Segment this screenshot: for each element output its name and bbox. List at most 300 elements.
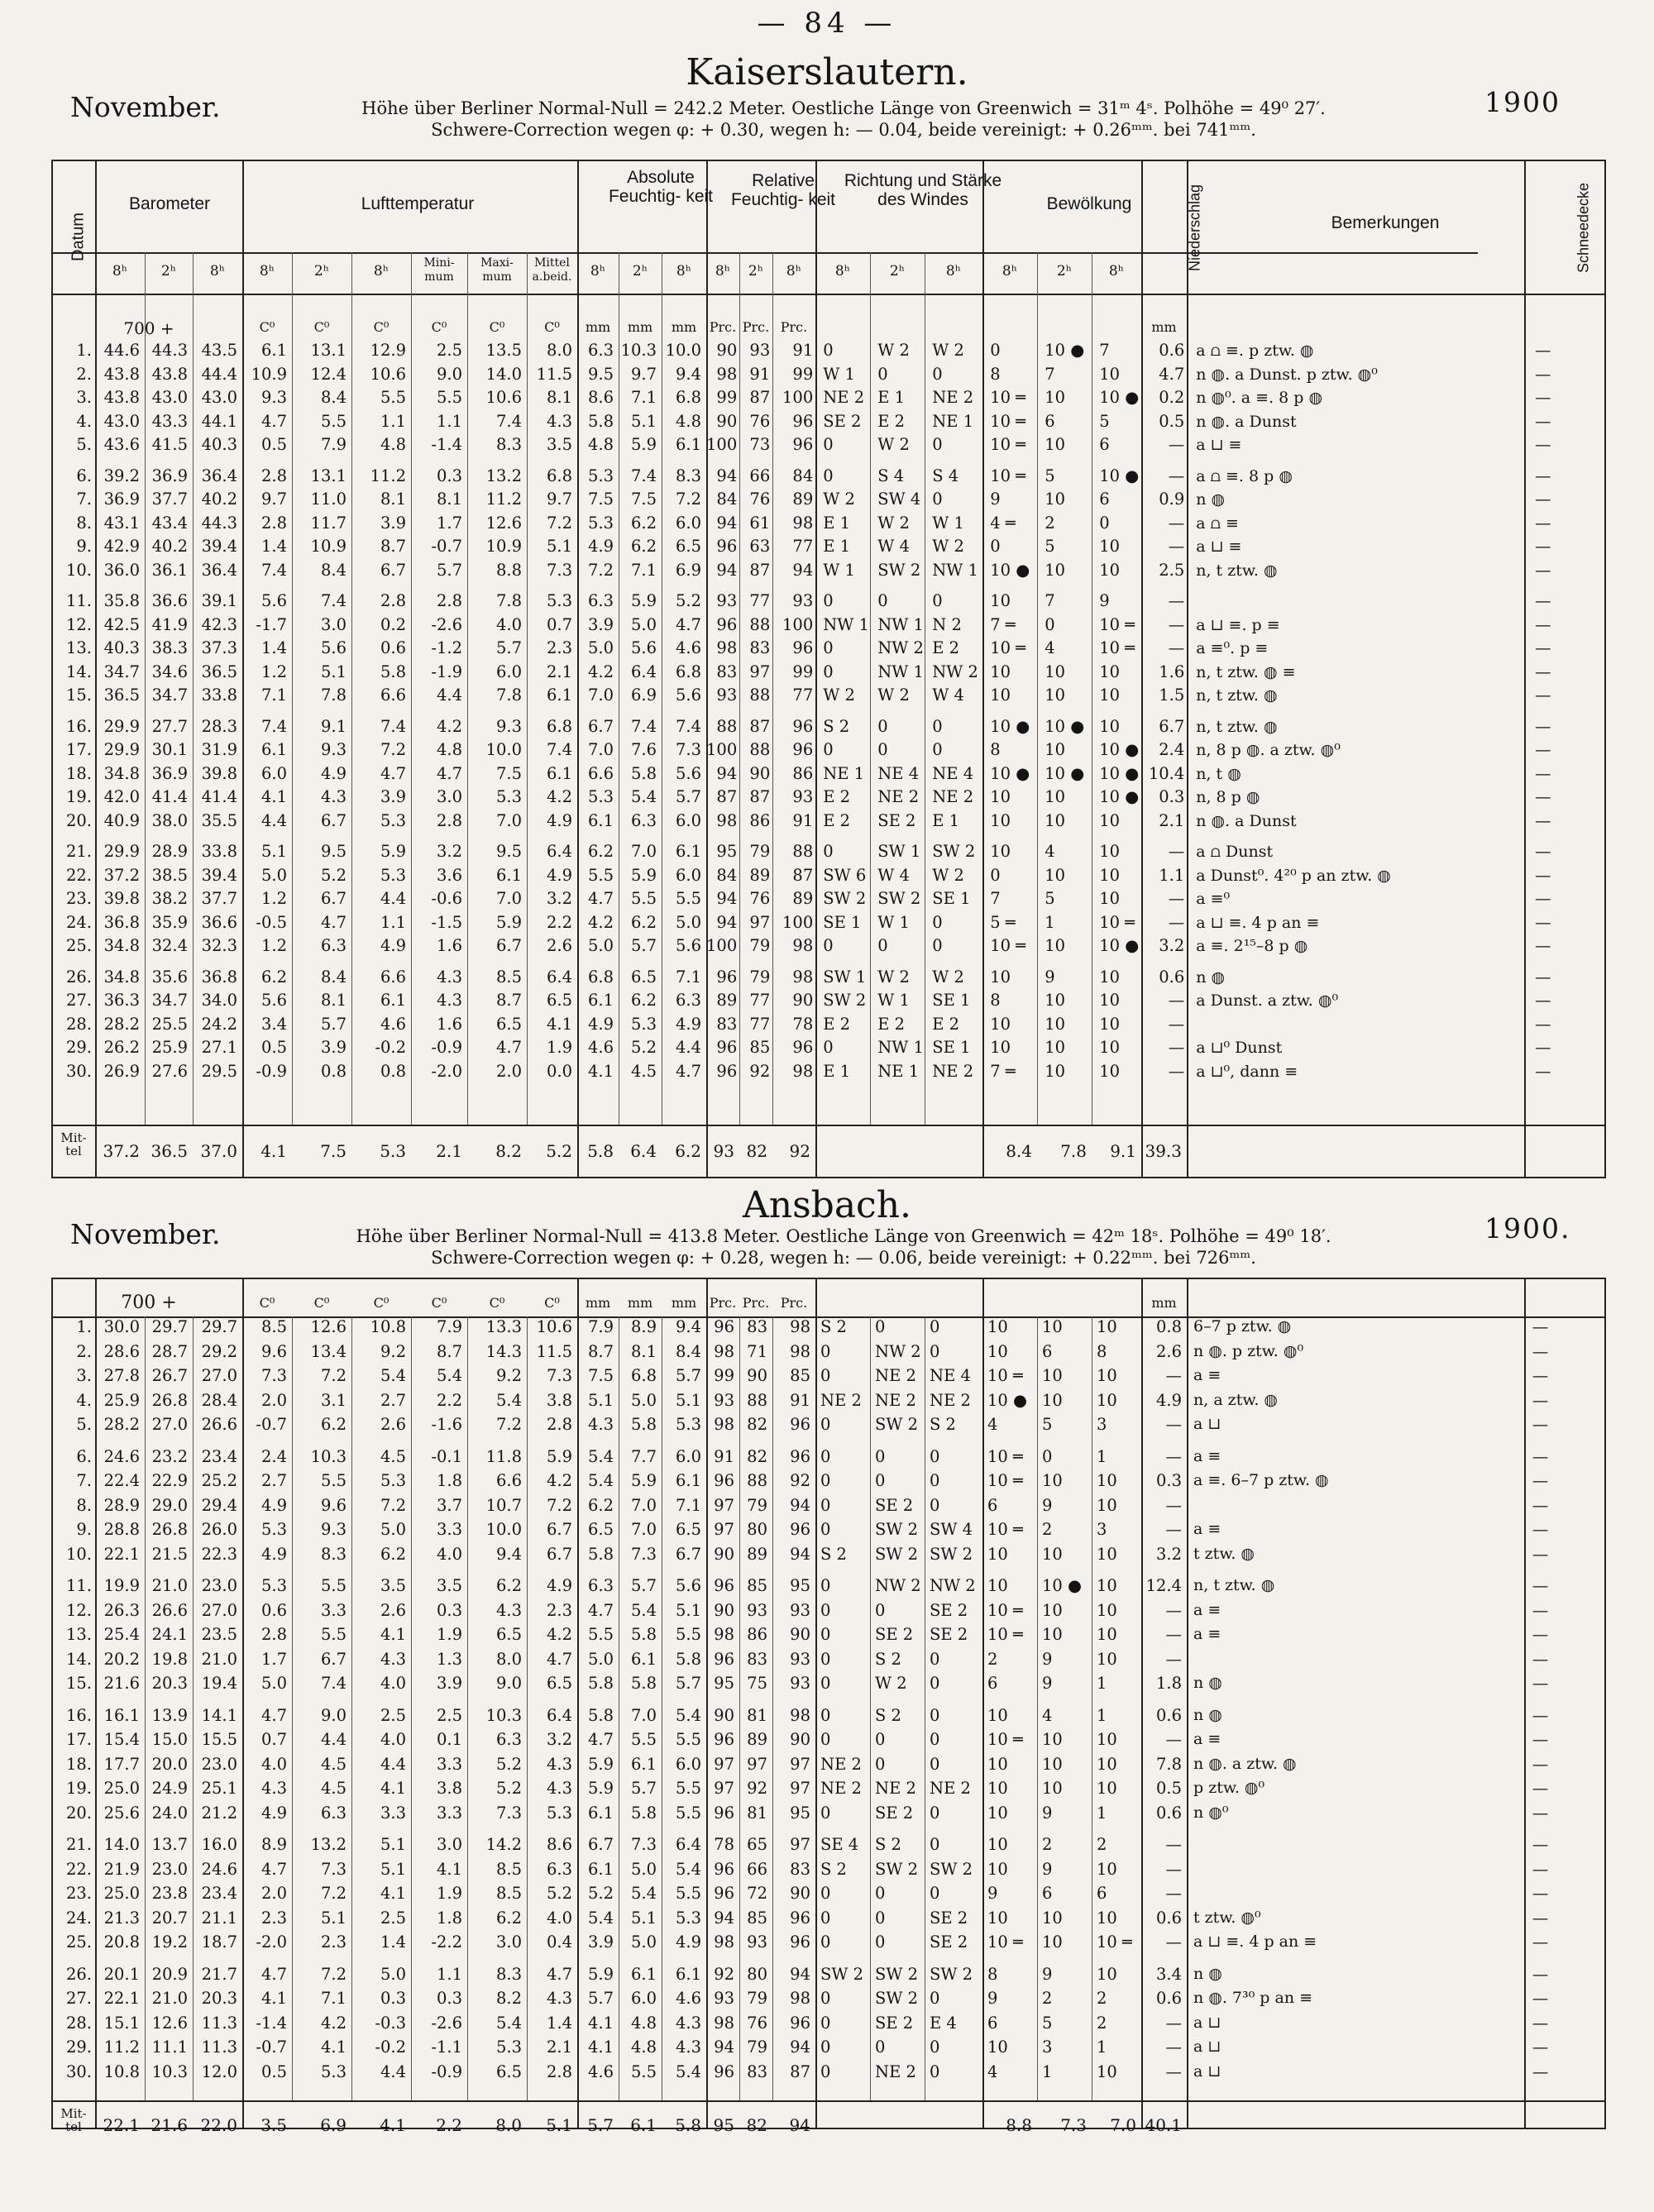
header-wind: Richtung und Stärke des Windes xyxy=(844,171,1002,209)
table-cell: 98 xyxy=(790,1317,810,1336)
sub-header-h8b: 8ʰ xyxy=(676,263,692,279)
table-cell: 5.9 xyxy=(630,1471,657,1490)
table-cell: 10 ● xyxy=(1099,388,1140,407)
table-cell: 10 ═ xyxy=(990,936,1025,955)
table-cell: 7.4 xyxy=(675,716,701,736)
table-cell: 4.7 xyxy=(587,1600,614,1620)
table-cell: 0.7 xyxy=(546,614,572,634)
table-cell: 98 xyxy=(792,513,814,533)
table-cell: 5.6 xyxy=(675,1576,701,1595)
table-cell: 3.3 xyxy=(436,1803,462,1823)
table-cell: 97 xyxy=(749,912,771,932)
table-cell: 8.6 xyxy=(587,388,614,407)
table-cell: 10 xyxy=(990,1038,1011,1057)
table-cell: W 2 xyxy=(823,490,855,509)
sub-header-h2: 2ʰ xyxy=(313,263,330,279)
table-cell: 2.8 xyxy=(261,1625,287,1644)
table-cell: 7.5 xyxy=(587,490,614,509)
table-cell: 0 xyxy=(820,1495,831,1515)
table-cell: 2.1 xyxy=(546,662,572,681)
table-row xyxy=(51,1517,1556,1542)
table-cell: 0 xyxy=(823,638,834,657)
table-cell: 5.5 xyxy=(630,1730,657,1749)
table-cell: 6 xyxy=(1097,1884,1107,1903)
table-cell: 7.1 xyxy=(675,967,701,987)
table-cell: 1 xyxy=(1097,2038,1107,2057)
table-cell: 13.1 xyxy=(310,466,347,485)
mittel-value: 22.1 xyxy=(103,2115,140,2135)
table-cell: 10 xyxy=(1099,537,1121,556)
table-cell: 0.6 xyxy=(1155,1989,1182,2008)
table-cell: 3.5 xyxy=(380,1576,406,1595)
table-cell: 14. xyxy=(65,1649,92,1669)
table-cell: -1.9 xyxy=(431,662,462,681)
table-row xyxy=(51,512,1559,536)
table-cell: 77 xyxy=(792,537,814,556)
table-cell: — xyxy=(1532,1390,1549,1410)
header-lufttemperatur: Lufttemperatur xyxy=(361,194,475,213)
table-cell: 6.0 xyxy=(675,1754,701,1774)
table-cell: 3.2 xyxy=(1159,936,1185,955)
table-cell: — xyxy=(1165,2038,1182,2057)
table-cell: NE 2 xyxy=(932,388,974,407)
table-cell: 6.8 xyxy=(675,662,701,681)
table-cell: SE 2 xyxy=(875,1495,914,1515)
table-cell: 87 xyxy=(749,560,771,580)
table-cell: 4.9 xyxy=(1155,1390,1182,1410)
table-cell: 26.6 xyxy=(201,1415,237,1434)
table-cell: 1. xyxy=(76,341,92,360)
mittel-value: 82 xyxy=(746,1141,767,1161)
table-cell: 5.6 xyxy=(261,991,287,1010)
table-cell: 1. xyxy=(76,1317,92,1336)
table-cell: 4.1 xyxy=(587,2013,614,2033)
table-cell: 7.0 xyxy=(495,889,522,908)
table-cell: NE 2 xyxy=(820,1390,862,1410)
table-cell: 10 xyxy=(1099,662,1121,681)
table-cell: 9 xyxy=(1042,1649,1053,1669)
table-cell: 12.4 xyxy=(1145,1576,1182,1595)
table-cell: 11.2 xyxy=(103,2038,140,2057)
table-cell: a ⊔ xyxy=(1193,2038,1221,2056)
table-cell: n ◍ xyxy=(1193,1964,1222,1983)
table-cell: 10.6 xyxy=(370,364,406,384)
table-cell: 41.4 xyxy=(201,787,237,806)
table-cell: 5.3 xyxy=(380,810,406,830)
table-cell: 94 xyxy=(716,560,738,580)
table-cell: 84 xyxy=(716,865,738,885)
table-cell: — xyxy=(1534,341,1551,360)
table-cell: 0 xyxy=(820,1989,831,2008)
table-cell: 3.2 xyxy=(546,889,572,908)
table-cell: 97 xyxy=(790,1835,810,1854)
table-cell: 5.0 xyxy=(380,1520,406,1539)
table-row xyxy=(51,1315,1556,1340)
table-cell: 96 xyxy=(792,435,814,454)
table-cell: 43.5 xyxy=(201,341,237,360)
table-cell: 1.3 xyxy=(436,1649,462,1669)
table-cell: 0 xyxy=(875,1471,886,1490)
mittel-value: 2.1 xyxy=(436,1141,462,1161)
table-cell: 0.3 xyxy=(1159,787,1185,806)
table-cell: 21.5 xyxy=(151,1544,188,1564)
table-cell: 2.6 xyxy=(380,1600,406,1620)
table-cell: 5.1 xyxy=(587,1390,614,1410)
header-schneedecke: Schneedecke xyxy=(1575,182,1592,274)
table-cell: 6.5 xyxy=(630,967,657,987)
table-cell: 94 xyxy=(790,1544,810,1564)
table-cell: SW 2 xyxy=(820,1964,864,1984)
table-cell: 21.6 xyxy=(103,1674,140,1693)
unit-unit_c: C⁰ xyxy=(373,1295,390,1311)
table-cell: SE 2 xyxy=(877,810,916,830)
table-cell: 5.1 xyxy=(546,537,572,556)
table-cell: 4.8 xyxy=(675,411,701,431)
table-cell: 1.1 xyxy=(436,411,462,431)
table-cell: 4.7 xyxy=(1159,364,1185,384)
table-cell: 21. xyxy=(65,1835,92,1854)
table-cell: 6.1 xyxy=(495,865,522,885)
mittel-label-2: Mit- tel xyxy=(60,2106,87,2134)
table-cell: 72 xyxy=(747,1884,767,1903)
table-cell: 8.4 xyxy=(675,1341,701,1361)
table-cell: 9.7 xyxy=(630,364,657,384)
table-cell: — xyxy=(1165,2062,1182,2081)
table-cell: n, t ztw. ◍ xyxy=(1196,561,1278,580)
table-cell: 3 xyxy=(1097,1520,1107,1539)
table-row xyxy=(51,339,1559,363)
table-cell: 94 xyxy=(716,912,738,932)
table-cell: 5.4 xyxy=(587,1471,614,1490)
table-cell: 5.3 xyxy=(495,787,522,806)
table-cell: 8.5 xyxy=(495,1884,522,1903)
table-cell: 6.3 xyxy=(587,1576,614,1595)
table-cell: 10.0 xyxy=(485,1520,522,1539)
table-cell: 6.1 xyxy=(630,1964,657,1984)
table-cell: a ⩍ Dunst xyxy=(1196,843,1274,861)
mittel-value: 9.1 xyxy=(1110,1141,1136,1161)
unit-unit_mm: mm xyxy=(585,1295,611,1311)
table-cell: — xyxy=(1165,1835,1182,1854)
table-cell: 24.6 xyxy=(103,1446,140,1466)
table-cell: 7.9 xyxy=(436,1317,462,1336)
table-cell: NE 2 xyxy=(877,787,920,806)
table-row xyxy=(51,684,1559,708)
table-cell: 9.3 xyxy=(495,716,522,736)
table-cell: 100 xyxy=(782,388,814,407)
table-cell: 3.6 xyxy=(436,865,462,885)
table-cell: SE 2 xyxy=(930,1625,968,1644)
table-cell: -1.4 xyxy=(431,435,462,454)
table-cell: 23.2 xyxy=(151,1446,188,1466)
table-cell: 75 xyxy=(747,1674,767,1693)
table-cell: — xyxy=(1532,1317,1549,1336)
table-cell: 0 xyxy=(820,1705,831,1725)
table-cell: 96 xyxy=(790,1933,810,1952)
table-cell: 0 xyxy=(930,2038,940,2057)
table-row xyxy=(51,762,1559,786)
table-cell: 5.1 xyxy=(380,1835,406,1854)
table-cell: 86 xyxy=(747,1625,767,1644)
table-cell: 25. xyxy=(65,1933,92,1952)
table-cell: 23. xyxy=(65,889,92,908)
table-cell: 10 xyxy=(1099,686,1121,705)
table-cell: n ◍ xyxy=(1193,1705,1222,1724)
table-cell: 5 xyxy=(1042,1415,1053,1434)
table-cell: 7.8 xyxy=(495,591,522,610)
table-cell: 10 xyxy=(1099,560,1121,580)
table-cell: 6.2 xyxy=(495,1908,522,1928)
table-cell: 39.8 xyxy=(201,763,237,783)
table-cell: 0.3 xyxy=(1155,1471,1182,1490)
sub-header-h8b: 8ʰ xyxy=(209,263,226,279)
table-cell: 5.6 xyxy=(320,638,347,657)
unit-unit_c: C⁰ xyxy=(489,319,505,335)
table-cell: 97 xyxy=(790,1779,810,1798)
table-cell: 78 xyxy=(792,1014,814,1034)
table-row xyxy=(51,433,1559,457)
table-cell: SE 1 xyxy=(932,889,971,908)
table-cell: 6.4 xyxy=(546,1705,572,1725)
table-cell: E 1 xyxy=(877,388,906,407)
table-cell: 43.8 xyxy=(151,364,188,384)
table-row xyxy=(51,934,1559,958)
table-cell: 10 xyxy=(1045,490,1066,509)
data-table-kaiserslautern xyxy=(51,339,1559,1083)
table-cell: n ◍. p ztw. ◍⁰ xyxy=(1193,1341,1304,1360)
table-cell: 28.4 xyxy=(201,1390,237,1410)
table-cell: -2.2 xyxy=(431,1933,462,1952)
table-cell: 98 xyxy=(714,1415,734,1434)
table-cell: 10 ═ xyxy=(987,1625,1023,1644)
table-cell: 3.8 xyxy=(546,1390,572,1410)
table-cell: S 2 xyxy=(820,1859,847,1879)
table-cell: 5.9 xyxy=(587,1964,614,1984)
table-cell: 9. xyxy=(76,1520,92,1539)
table-cell: 26.0 xyxy=(201,1520,237,1539)
table-cell: 28.7 xyxy=(151,1341,188,1361)
table-cell: 10 xyxy=(1042,1544,1063,1564)
table-cell: — xyxy=(1534,1014,1551,1034)
table-cell: 4.4 xyxy=(380,1754,406,1774)
table-cell: p ztw. ◍⁰ xyxy=(1193,1779,1265,1797)
table-cell: 100 xyxy=(706,435,738,454)
table-cell: 4 xyxy=(987,2062,998,2081)
table-cell: 10 xyxy=(1042,1366,1063,1385)
table-cell: -0.9 xyxy=(431,1038,462,1057)
table-cell: 4.7 xyxy=(261,1964,287,1984)
table-cell: 5.5 xyxy=(675,1884,701,1903)
table-cell: 4.1 xyxy=(546,1014,572,1034)
table-cell: 87 xyxy=(790,2062,810,2081)
table-cell: 10 xyxy=(1099,364,1121,384)
table-cell: — xyxy=(1168,991,1185,1010)
table-cell: 10 xyxy=(1097,2062,1117,2081)
table-cell: W 1 xyxy=(877,991,910,1010)
table-cell: 5.8 xyxy=(587,1674,614,1693)
table-cell: — xyxy=(1534,560,1551,580)
table-cell: 3.0 xyxy=(495,1933,522,1952)
table-cell: 76 xyxy=(747,2013,767,2033)
table-cell: 3. xyxy=(76,1366,92,1385)
table-cell: 2.8 xyxy=(436,810,462,830)
table-cell xyxy=(1187,1493,1524,1518)
header-relative-feuchtigkeit: Relative Feuchtig- keit xyxy=(730,171,836,209)
table-cell: 24. xyxy=(65,912,92,932)
table-cell: a ≡. 2¹⁵–8 p ◍ xyxy=(1196,937,1308,955)
table-cell: -0.5 xyxy=(256,912,287,932)
table-cell: 8 xyxy=(990,740,1001,759)
table-cell: 22.9 xyxy=(151,1471,188,1490)
table-cell: 4.2 xyxy=(436,716,462,736)
table-cell: 10 ═ xyxy=(990,466,1025,485)
table-cell: a ⊔ xyxy=(1193,2062,1221,2081)
table-cell: 7.4 xyxy=(630,466,657,485)
table-cell: 6.3 xyxy=(630,810,657,830)
table-cell: — xyxy=(1532,1859,1549,1879)
table-cell: 13.1 xyxy=(310,341,347,360)
unit-unit_mm: mm xyxy=(627,1295,653,1311)
table-cell: 7.2 xyxy=(320,1366,347,1385)
table-cell: 6.5 xyxy=(495,2062,522,2081)
table-cell: 94 xyxy=(792,560,814,580)
table-row xyxy=(51,1955,1556,1987)
station-meta-1: Höhe über Berliner Normal-Null = 242.2 Meter. Oestliche Länge von Greenwich = 31ᵐ 4ˢ. Polhöhe = 49⁰ 27′. Schwere-Correction wegen φ: + 0.30, wegen h: — 0.04, beide vereinigt: + 0.26ᵐᵐ. bei 741ᵐᵐ. xyxy=(361,98,1326,140)
table-cell: 3 xyxy=(1042,2038,1053,2057)
mittel-value: 40.1 xyxy=(1145,2115,1182,2135)
table-cell: 4.2 xyxy=(546,787,572,806)
table-cell: — xyxy=(1165,1520,1182,1539)
table-cell: 8.5 xyxy=(495,1859,522,1879)
table-cell: 90 xyxy=(790,1625,810,1644)
table-row xyxy=(51,1825,1556,1857)
table-cell: n, t ◍ xyxy=(1196,764,1241,783)
table-cell: 5.7 xyxy=(587,1989,614,2008)
table-cell: 9.3 xyxy=(320,1520,347,1539)
table-row xyxy=(51,2011,1556,2036)
table-cell: 80 xyxy=(747,1520,767,1539)
table-cell: 34.7 xyxy=(151,686,188,705)
table-cell: W 2 xyxy=(877,435,910,454)
table-cell: 0 xyxy=(1045,614,1055,634)
unit-unit_mm: mm xyxy=(627,319,653,335)
table-cell: 7.3 xyxy=(630,1544,657,1564)
table-cell: W 2 xyxy=(932,967,964,987)
table-cell: 89 xyxy=(749,865,771,885)
table-cell: 0 xyxy=(823,1038,834,1057)
table-cell: 24.9 xyxy=(151,1779,188,1798)
table-cell: n ◍. a Dunst. p ztw. ◍⁰ xyxy=(1196,365,1378,384)
table-cell: 9.5 xyxy=(495,842,522,861)
table-cell: 4.3 xyxy=(546,411,572,431)
table-cell: 36.9 xyxy=(103,490,140,509)
table-cell: 10 xyxy=(1045,1014,1066,1034)
table-cell: 27.6 xyxy=(151,1061,188,1081)
table-cell: 6.2 xyxy=(630,513,657,533)
table-cell: 5.2 xyxy=(630,1038,657,1057)
table-cell: 6.6 xyxy=(380,686,406,705)
table-cell: 30.0 xyxy=(103,1317,140,1336)
table-cell: 6.6 xyxy=(380,967,406,987)
table-cell: — xyxy=(1534,912,1551,932)
table-cell: 10 ═ xyxy=(987,1933,1023,1952)
table-cell: 5.7 xyxy=(675,1674,701,1693)
table-cell: W 1 xyxy=(932,513,964,533)
barometer-base-1: 700 + xyxy=(123,318,174,338)
table-cell: 4.0 xyxy=(380,1674,406,1693)
table-cell: 4.0 xyxy=(261,1754,287,1774)
table-cell: 0.3 xyxy=(436,466,462,485)
table-cell: 10 xyxy=(1045,991,1066,1010)
table-cell: a ≡⁰. p ≡ xyxy=(1196,639,1269,657)
table-cell: 3.9 xyxy=(380,513,406,533)
station-title-2: Ansbach. xyxy=(742,1184,912,1226)
table-cell: 6 xyxy=(987,1495,998,1515)
table-cell: 0.8 xyxy=(320,1061,347,1081)
table-cell: 26.3 xyxy=(103,1600,140,1620)
month-label-1: November. xyxy=(70,91,221,123)
table-cell: — xyxy=(1534,490,1551,509)
table-cell: 36.5 xyxy=(103,686,140,705)
table-cell: 15. xyxy=(65,1674,92,1693)
table-cell: 6.3 xyxy=(587,591,614,610)
table-cell: 21.2 xyxy=(201,1803,237,1823)
table-cell: NW 2 xyxy=(930,1576,976,1595)
table-cell: 27. xyxy=(65,1989,92,2008)
table-cell: 5.5 xyxy=(587,865,614,885)
table-cell: 73 xyxy=(749,435,771,454)
table-cell: 19.4 xyxy=(201,1674,237,1693)
table-cell: 99 xyxy=(716,388,738,407)
table-cell: 39.1 xyxy=(201,591,237,610)
table-cell: SW 2 xyxy=(823,991,867,1010)
table-cell: 11.1 xyxy=(151,2038,188,2057)
table-cell: W 2 xyxy=(877,513,910,533)
table-cell: 6.2 xyxy=(495,1576,522,1595)
table-cell: 0 xyxy=(877,591,888,610)
table-cell: 1.8 xyxy=(1155,1674,1182,1693)
table-cell: 79 xyxy=(749,842,771,861)
table-cell: 6.4 xyxy=(630,662,657,681)
table-cell: 6 xyxy=(987,2013,998,2033)
table-cell: 5 xyxy=(1045,889,1055,908)
table-cell: 0 xyxy=(875,1730,886,1749)
table-cell: 5.4 xyxy=(675,2062,701,2081)
table-cell: 20.7 xyxy=(151,1908,188,1928)
table-cell: 8.7 xyxy=(380,537,406,556)
table-cell: 0.5 xyxy=(1159,411,1185,431)
table-cell: a ⩍ ≡. p ztw. ◍ xyxy=(1196,342,1314,360)
table-cell: — xyxy=(1165,1625,1182,1644)
table-cell: 10 xyxy=(1097,1859,1117,1879)
table-cell: 94 xyxy=(790,1495,810,1515)
table-cell: 1.4 xyxy=(546,2013,572,2033)
table-cell: — xyxy=(1534,466,1551,485)
table-cell: 6.3 xyxy=(320,936,347,955)
table-cell: 4.3 xyxy=(675,2013,701,2033)
table-cell: 98 xyxy=(792,967,814,987)
table-cell: 5 xyxy=(1099,411,1110,431)
table-cell: 2.8 xyxy=(380,591,406,610)
table-cell: 4.9 xyxy=(546,1576,572,1595)
table-cell: 10 xyxy=(1045,560,1066,580)
table-cell: 0 xyxy=(877,936,888,955)
table-cell: 6.0 xyxy=(261,763,287,783)
table-cell: 2.0 xyxy=(261,1390,287,1410)
table-cell: 6.1 xyxy=(587,1803,614,1823)
table-cell: 6.8 xyxy=(630,1366,657,1385)
table-cell: 10 xyxy=(1045,686,1066,705)
